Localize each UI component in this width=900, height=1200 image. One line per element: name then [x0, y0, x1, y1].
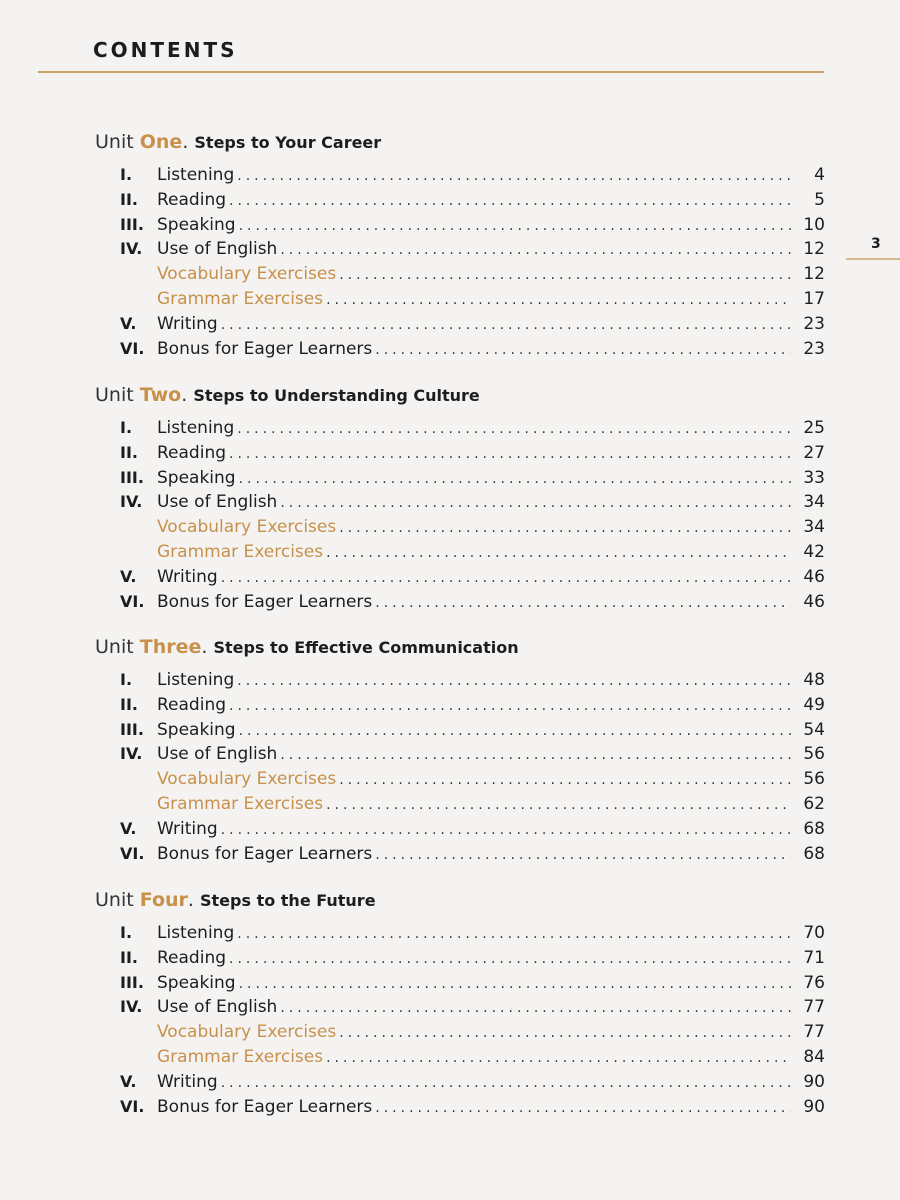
dot-leader — [375, 591, 791, 616]
entry-roman-numeral: IV. — [120, 744, 143, 764]
entry-page-number: 90 — [803, 1071, 825, 1092]
entry-line — [157, 287, 825, 313]
entry-line — [157, 590, 825, 616]
unit-word: Unit — [95, 384, 134, 406]
entry-line — [157, 817, 825, 843]
entry-page-number: 77 — [803, 1022, 825, 1043]
dot-leader — [239, 214, 791, 239]
toc-entry[interactable] — [95, 337, 825, 362]
entry-roman-numeral: V. — [120, 818, 137, 838]
dot-leader — [221, 818, 791, 843]
toc-entry[interactable] — [95, 515, 825, 540]
toc-entry[interactable] — [95, 742, 825, 767]
unit-section — [95, 633, 825, 866]
dot-leader — [280, 238, 791, 263]
entry-page-number: 77 — [803, 997, 825, 1018]
dot-leader — [237, 669, 791, 694]
toc-entry[interactable] — [95, 441, 825, 466]
toc-entry[interactable] — [95, 1045, 825, 1070]
entry-page-number: 34 — [803, 517, 825, 538]
entry-line — [157, 416, 825, 442]
entry-roman-numeral: V. — [120, 1071, 137, 1091]
toc-entry[interactable] — [95, 490, 825, 515]
entry-line — [157, 842, 825, 868]
entry-roman-numeral: IV. — [120, 492, 143, 512]
toc-entry[interactable] — [95, 312, 825, 337]
entry-page-number: 12 — [803, 264, 825, 285]
toc-entries — [95, 163, 825, 361]
entry-label: Vocabulary Exercises — [157, 769, 337, 790]
dot-leader — [326, 541, 791, 566]
entry-label: Grammar Exercises — [157, 541, 324, 562]
entry-page-number: 23 — [803, 313, 825, 334]
entry-label: Grammar Exercises — [157, 1046, 324, 1067]
entry-label: Use of English — [157, 997, 278, 1018]
unit-word: Unit — [95, 636, 134, 658]
toc-entries — [95, 416, 825, 614]
side-tab-rule — [846, 258, 900, 260]
header-rule — [38, 71, 824, 73]
entry-line — [157, 441, 825, 467]
entry-page-number: 84 — [803, 1046, 825, 1067]
entry-page-number: 17 — [803, 288, 825, 309]
entry-label: Writing — [157, 1071, 218, 1092]
toc-entry[interactable] — [95, 237, 825, 262]
entry-line — [157, 466, 825, 492]
entry-line — [157, 490, 825, 516]
entry-line — [157, 188, 825, 214]
toc-entry[interactable] — [95, 188, 825, 213]
entry-page-number: 23 — [803, 338, 825, 359]
unit-separator: . — [187, 889, 200, 911]
entry-label: Listening — [157, 923, 235, 943]
toc-entry[interactable] — [95, 590, 825, 615]
entry-label: Reading — [157, 442, 227, 463]
entry-label: Use of English — [157, 492, 278, 513]
entry-roman-numeral: I. — [120, 670, 133, 689]
entry-page-number: 90 — [803, 1096, 825, 1117]
toc-entry[interactable] — [95, 163, 825, 188]
dot-leader — [221, 313, 791, 338]
dot-leader — [280, 743, 791, 768]
unit-number: Two — [139, 384, 182, 406]
entry-line — [157, 1045, 825, 1071]
unit-word: Unit — [95, 889, 134, 911]
dot-leader — [229, 189, 791, 214]
entry-page-number: 49 — [803, 694, 825, 715]
entry-roman-numeral: III. — [120, 719, 144, 739]
entry-page-number: 34 — [803, 492, 825, 513]
dot-leader — [237, 922, 791, 947]
entry-line — [157, 565, 825, 591]
entry-page-number: 56 — [803, 744, 825, 765]
entry-line — [157, 767, 825, 793]
dot-leader — [237, 164, 791, 189]
unit-subtitle: Steps to Understanding Culture — [193, 386, 480, 405]
dot-leader — [326, 793, 791, 818]
entry-page-number: 48 — [803, 670, 825, 690]
entry-roman-numeral: VI. — [120, 843, 145, 863]
toc-entry[interactable] — [95, 921, 825, 946]
entry-page-number: 33 — [803, 467, 825, 488]
entry-roman-numeral: VI. — [120, 1096, 145, 1116]
dot-leader — [239, 972, 791, 997]
entry-label: Bonus for Eager Learners — [157, 1096, 373, 1117]
entry-page-number: 71 — [803, 947, 825, 968]
toc-entry[interactable] — [95, 416, 825, 441]
entry-label: Vocabulary Exercises — [157, 264, 337, 285]
unit-number: Three — [139, 636, 202, 658]
entry-label: Bonus for Eager Learners — [157, 843, 373, 864]
entry-label: Speaking — [157, 972, 236, 993]
entry-line — [157, 971, 825, 997]
entry-roman-numeral: IV. — [120, 997, 143, 1017]
entry-roman-numeral: VI. — [120, 591, 145, 611]
entry-label: Listening — [157, 670, 235, 690]
dot-leader — [339, 263, 791, 288]
toc-entry[interactable] — [95, 767, 825, 792]
entry-page-number: 76 — [803, 972, 825, 993]
dot-leader — [339, 1021, 791, 1046]
dot-leader — [229, 694, 791, 719]
unit-subtitle: Steps to Your Career — [194, 133, 382, 152]
entry-label: Use of English — [157, 239, 278, 260]
entry-label: Speaking — [157, 214, 236, 235]
entry-line — [157, 515, 825, 541]
entry-page-number: 10 — [803, 214, 825, 235]
entry-roman-numeral: VI. — [120, 338, 145, 358]
entry-page-number: 27 — [803, 442, 825, 463]
unit-section — [95, 381, 825, 614]
entry-line — [157, 1020, 825, 1046]
entry-page-number: 70 — [803, 923, 825, 943]
entry-roman-numeral: II. — [120, 189, 138, 209]
entry-label: Vocabulary Exercises — [157, 517, 337, 538]
toc-entry[interactable] — [95, 1095, 825, 1120]
toc-entry[interactable] — [95, 287, 825, 312]
entry-label: Reading — [157, 947, 227, 968]
entry-line — [157, 921, 825, 947]
unit-title — [95, 886, 825, 914]
toc-entry[interactable] — [95, 971, 825, 996]
entry-roman-numeral: V. — [120, 566, 137, 586]
entry-label: Reading — [157, 694, 227, 715]
toc-entry[interactable] — [95, 565, 825, 590]
entry-label: Writing — [157, 566, 218, 587]
entry-line — [157, 1070, 825, 1096]
toc-entry[interactable] — [95, 693, 825, 718]
unit-section — [95, 128, 825, 361]
unit-title — [95, 633, 825, 661]
unit-separator: . — [181, 384, 194, 406]
entry-label: Writing — [157, 313, 218, 334]
entry-label: Reading — [157, 189, 227, 210]
dot-leader — [280, 996, 791, 1021]
dot-leader — [221, 1071, 791, 1096]
toc-entry[interactable] — [95, 668, 825, 693]
entry-roman-numeral: II. — [120, 694, 138, 714]
unit-title — [95, 381, 825, 409]
dot-leader — [221, 566, 791, 591]
toc-entry[interactable] — [95, 817, 825, 842]
toc-entry[interactable] — [95, 1020, 825, 1045]
entry-line — [157, 540, 825, 566]
dot-leader — [326, 1046, 791, 1071]
entry-page-number: 46 — [803, 591, 825, 612]
entry-line — [157, 718, 825, 744]
entry-label: Grammar Exercises — [157, 793, 324, 814]
entry-label: Bonus for Eager Learners — [157, 338, 373, 359]
dot-leader — [280, 491, 791, 516]
entry-page-number: 68 — [803, 843, 825, 864]
toc-entry[interactable] — [95, 995, 825, 1020]
toc-entry[interactable] — [95, 1070, 825, 1095]
entry-label: Use of English — [157, 744, 278, 765]
toc-entry[interactable] — [95, 262, 825, 287]
toc-entry[interactable] — [95, 466, 825, 491]
dot-leader — [326, 288, 791, 313]
entry-line — [157, 163, 825, 189]
dot-leader — [237, 417, 791, 442]
entry-page-number: 68 — [803, 818, 825, 839]
toc-entry[interactable] — [95, 792, 825, 817]
toc-entry[interactable] — [95, 842, 825, 867]
dot-leader — [239, 467, 791, 492]
unit-number: Four — [139, 889, 188, 911]
dot-leader — [339, 768, 791, 793]
entry-page-number: 5 — [814, 189, 825, 210]
toc-entry[interactable] — [95, 540, 825, 565]
unit-subtitle: Steps to the Future — [200, 891, 376, 910]
entry-line — [157, 262, 825, 288]
dot-leader — [339, 516, 791, 541]
entry-roman-numeral: II. — [120, 442, 138, 462]
entry-roman-numeral: III. — [120, 972, 144, 992]
unit-title — [95, 128, 825, 156]
entry-roman-numeral: I. — [120, 923, 133, 942]
toc-entries — [95, 668, 825, 866]
entry-line — [157, 337, 825, 363]
entry-label: Writing — [157, 818, 218, 839]
entry-line — [157, 946, 825, 972]
entry-line — [157, 792, 825, 818]
entry-page-number: 46 — [803, 566, 825, 587]
entry-page-number: 4 — [814, 165, 825, 185]
unit-separator: . — [182, 131, 195, 153]
entry-line — [157, 237, 825, 263]
toc-entry[interactable] — [95, 213, 825, 238]
entry-line — [157, 213, 825, 239]
unit-section — [95, 886, 825, 1119]
entry-roman-numeral: I. — [120, 418, 133, 437]
entry-line — [157, 1095, 825, 1121]
entry-label: Speaking — [157, 467, 236, 488]
entry-label: Bonus for Eager Learners — [157, 591, 373, 612]
toc-entry[interactable] — [95, 718, 825, 743]
entry-line — [157, 693, 825, 719]
toc-entries — [95, 921, 825, 1119]
dot-leader — [375, 338, 791, 363]
entry-label: Listening — [157, 165, 235, 185]
unit-subtitle: Steps to Effective Communication — [213, 638, 519, 657]
entry-page-number: 42 — [803, 541, 825, 562]
entry-line — [157, 312, 825, 338]
entry-roman-numeral: III. — [120, 214, 144, 234]
entry-roman-numeral: V. — [120, 313, 137, 333]
dot-leader — [375, 1096, 791, 1121]
entry-label: Speaking — [157, 719, 236, 740]
entry-label: Grammar Exercises — [157, 288, 324, 309]
entry-page-number: 62 — [803, 793, 825, 814]
unit-number: One — [139, 131, 183, 153]
dot-leader — [375, 843, 791, 868]
entry-label: Vocabulary Exercises — [157, 1022, 337, 1043]
unit-separator: . — [201, 636, 214, 658]
entry-line — [157, 742, 825, 768]
entry-page-number: 12 — [803, 239, 825, 260]
toc-entry[interactable] — [95, 946, 825, 971]
entry-roman-numeral: IV. — [120, 239, 143, 259]
dot-leader — [229, 442, 791, 467]
entry-page-number: 54 — [803, 719, 825, 740]
entry-roman-numeral: II. — [120, 947, 138, 967]
entry-page-number: 56 — [803, 769, 825, 790]
entry-roman-numeral: I. — [120, 165, 133, 184]
entry-line — [157, 995, 825, 1021]
unit-word: Unit — [95, 131, 134, 153]
entry-line — [157, 668, 825, 694]
page-title: CONTENTS — [93, 38, 238, 62]
entry-roman-numeral: III. — [120, 467, 144, 487]
entry-label: Listening — [157, 418, 235, 438]
entry-page-number: 25 — [803, 418, 825, 438]
page-number: 3 — [871, 236, 881, 252]
dot-leader — [239, 719, 791, 744]
dot-leader — [229, 947, 791, 972]
